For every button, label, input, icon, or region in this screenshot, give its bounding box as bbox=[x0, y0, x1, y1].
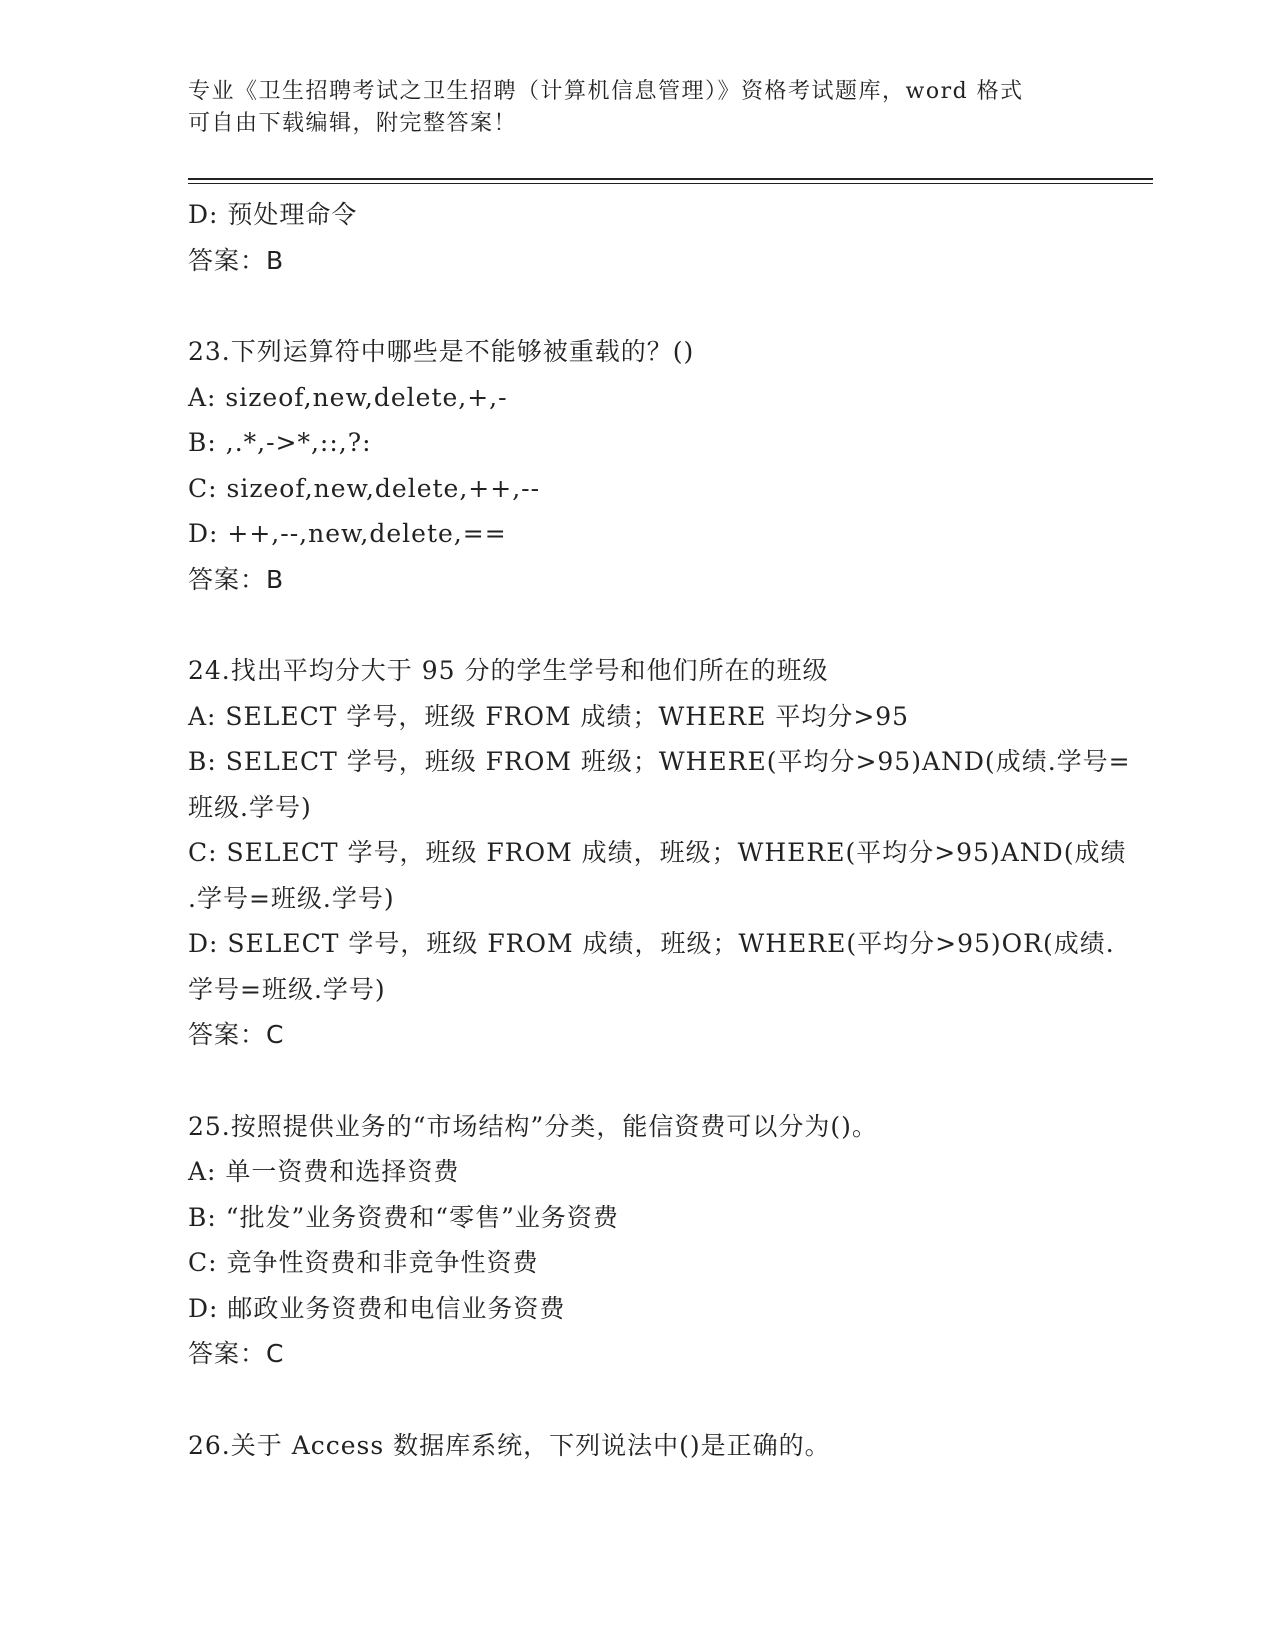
question-block bbox=[188, 192, 1088, 283]
document-header bbox=[188, 76, 1088, 140]
option-d-continued: 学号=班级.学号) bbox=[188, 974, 386, 1004]
spacer bbox=[188, 602, 1088, 648]
header-line-2: 可自由下载编辑，附完整答案！ bbox=[188, 111, 518, 136]
question-block bbox=[188, 1104, 1088, 1377]
question-block bbox=[188, 648, 1131, 1058]
option-d: D: ++,--,new,delete,== bbox=[188, 519, 507, 548]
option-a: A: 单一资费和选择资费 bbox=[188, 1157, 460, 1186]
option-c: C: 竞争性资费和非竞争性资费 bbox=[188, 1248, 539, 1277]
answer-line: 答案：C bbox=[188, 1020, 285, 1049]
question-text: 24.找出平均分大于 95 分的学生学号和他们所在的班级 bbox=[188, 656, 829, 685]
option-a: A: SELECT 学号，班级 FROM 成绩；WHERE 平均分>95 bbox=[188, 701, 910, 731]
option-a: A: sizeof,new,delete,+,- bbox=[188, 382, 508, 412]
question-block bbox=[188, 329, 1088, 602]
option-d: D: 预处理命令 bbox=[188, 200, 358, 229]
option-b: B: “批发”业务资费和“零售”业务资费 bbox=[188, 1202, 619, 1232]
option-b: B: ,.*,->*,::,?: bbox=[188, 428, 372, 457]
option-c: C: SELECT 学号，班级 FROM 成绩，班级；WHERE(平均分>95)AND(成绩 bbox=[188, 838, 1127, 867]
answer-line: 答案：B bbox=[188, 245, 285, 275]
option-c-continued: .学号=班级.学号) bbox=[188, 883, 395, 913]
question-text: 23.下列运算符中哪些是不能够被重载的？() bbox=[188, 337, 695, 366]
answer-line: 答案：B bbox=[188, 564, 285, 594]
question-text: 26.关于 Access 数据库系统，下列说法中()是正确的。 bbox=[188, 1430, 831, 1460]
option-d: D: SELECT 学号，班级 FROM 成绩，班级；WHERE(平均分>95)OR(成绩. bbox=[188, 929, 1115, 958]
option-c: C: sizeof,new,delete,++,-- bbox=[188, 473, 541, 503]
header-rule-thick bbox=[188, 178, 1153, 180]
question-block bbox=[188, 1423, 1088, 1469]
header-line-1: 专业《卫生招聘考试之卫生招聘（计算机信息管理）》资格考试题库，word 格式 bbox=[188, 79, 1024, 104]
spacer bbox=[188, 1377, 1088, 1423]
question-list bbox=[188, 192, 1131, 1468]
option-b-continued: 班级.学号) bbox=[188, 792, 312, 822]
option-d: D: 邮政业务资费和电信业务资费 bbox=[188, 1293, 566, 1323]
spacer bbox=[188, 1058, 1088, 1104]
question-text: 25.按照提供业务的“市场结构”分类，能信资费可以分为()。 bbox=[188, 1111, 878, 1141]
option-b: B: SELECT 学号，班级 FROM 班级；WHERE(平均分>95)AND(成绩.学号= bbox=[188, 747, 1131, 776]
spacer bbox=[188, 283, 1088, 329]
answer-line: 答案：C bbox=[188, 1339, 285, 1368]
header-rule-thin bbox=[188, 183, 1153, 184]
